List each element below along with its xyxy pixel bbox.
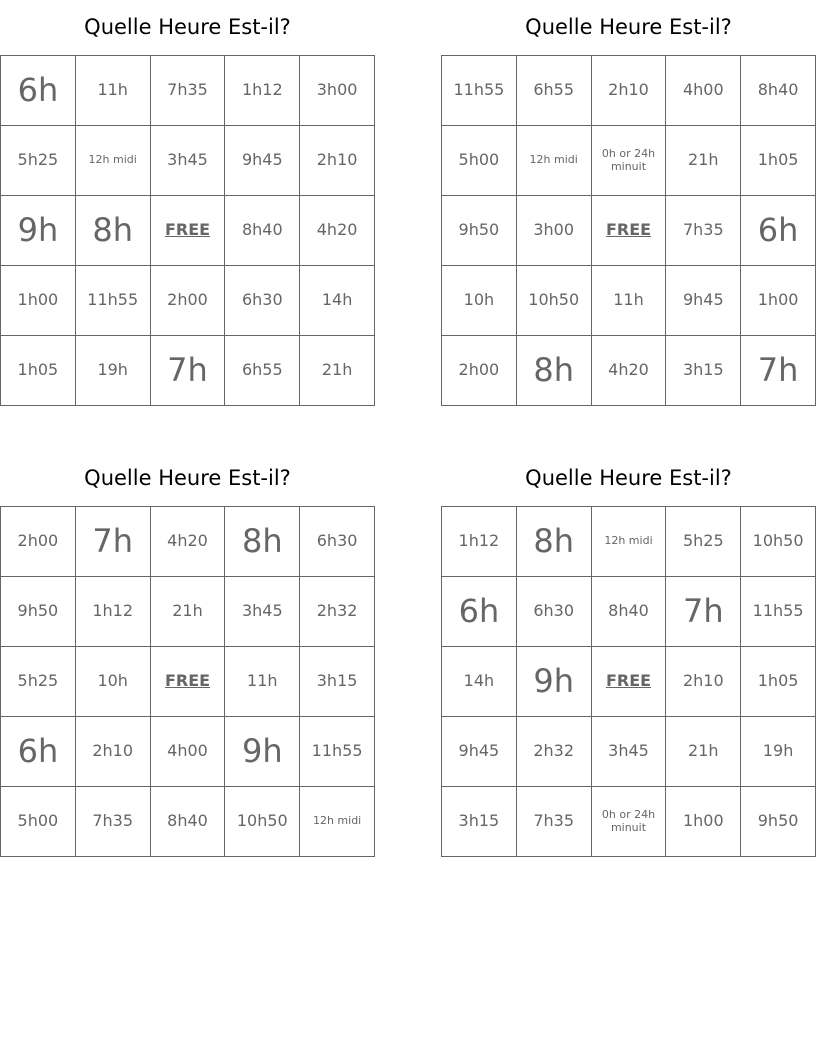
card-title: Quelle Heure Est-il? (525, 466, 732, 490)
bingo-cell: 2h00 (442, 336, 517, 406)
grid-row (1, 56, 375, 126)
bingo-cell: 11h (225, 647, 300, 717)
bingo-cell: 11h55 (442, 56, 517, 126)
bingo-cell: 6h (741, 196, 816, 266)
bingo-cell: 9h (1, 196, 76, 266)
bingo-grid (441, 55, 816, 406)
bingo-cell: 1h00 (1, 266, 76, 336)
bingo-cell: 6h30 (516, 577, 591, 647)
bingo-cell: 3h15 (666, 336, 741, 406)
bingo-cell: 9h50 (741, 787, 816, 857)
bingo-cell: 2h10 (300, 126, 375, 196)
bingo-cell: 9h45 (666, 266, 741, 336)
bingo-cell: 8h (75, 196, 150, 266)
bingo-cell: 7h35 (150, 56, 225, 126)
bingo-cell: 1h05 (741, 647, 816, 717)
bingo-cell: 3h45 (591, 717, 666, 787)
grid-row (442, 577, 816, 647)
bingo-cell: 1h12 (75, 577, 150, 647)
bingo-cell: 8h (225, 507, 300, 577)
bingo-cell: 21h (666, 126, 741, 196)
bingo-cell: 3h45 (225, 577, 300, 647)
free-space-cell: FREE (150, 196, 225, 266)
bingo-cell: 10h50 (516, 266, 591, 336)
grid-row (1, 717, 375, 787)
grid-row (442, 647, 816, 717)
bingo-cell: 4h20 (150, 507, 225, 577)
bingo-cell: 9h50 (442, 196, 517, 266)
bingo-cell: 1h00 (741, 266, 816, 336)
bingo-cell: 2h32 (300, 577, 375, 647)
bingo-cell: 3h15 (442, 787, 517, 857)
bingo-cell: 2h00 (1, 507, 76, 577)
bingo-cell: 21h (666, 717, 741, 787)
bingo-cell: 19h (741, 717, 816, 787)
bingo-cell: 9h50 (1, 577, 76, 647)
bingo-cell: 7h35 (516, 787, 591, 857)
bingo-cell: 11h55 (75, 266, 150, 336)
bingo-cell: 6h55 (516, 56, 591, 126)
bingo-cell: 0h or 24h minuit (591, 787, 666, 857)
grid-row (1, 126, 375, 196)
bingo-cell: 21h (150, 577, 225, 647)
bingo-grid (0, 55, 375, 406)
card-title: Quelle Heure Est-il? (84, 466, 291, 490)
bingo-cell: 6h30 (225, 266, 300, 336)
grid-row (1, 787, 375, 857)
grid-row (1, 196, 375, 266)
bingo-cell: 7h (150, 336, 225, 406)
grid-row (442, 266, 816, 336)
bingo-cell: 6h (1, 717, 76, 787)
bingo-cell: 11h55 (741, 577, 816, 647)
bingo-cell: 14h (442, 647, 517, 717)
bingo-cell: 8h (516, 507, 591, 577)
grid-row (442, 126, 816, 196)
bingo-cell: 2h10 (666, 647, 741, 717)
bingo-cell: 1h05 (1, 336, 76, 406)
bingo-cell: 6h (442, 577, 517, 647)
grid-row (442, 56, 816, 126)
bingo-cell: 1h12 (442, 507, 517, 577)
bingo-cell: 9h45 (225, 126, 300, 196)
bingo-cell: 7h35 (75, 787, 150, 857)
bingo-cell: 11h (75, 56, 150, 126)
bingo-cell: 11h (591, 266, 666, 336)
bingo-cell: 5h25 (1, 126, 76, 196)
free-space-cell: FREE (591, 196, 666, 266)
bingo-cell: 7h (666, 577, 741, 647)
bingo-cell: 1h12 (225, 56, 300, 126)
bingo-cell: 12h midi (516, 126, 591, 196)
bingo-cell: 21h (300, 336, 375, 406)
bingo-cell: 10h50 (225, 787, 300, 857)
bingo-cell: 4h00 (150, 717, 225, 787)
bingo-cell: 8h40 (150, 787, 225, 857)
bingo-cell: 9h (225, 717, 300, 787)
bingo-cell: 5h00 (1, 787, 76, 857)
grid-row (442, 336, 816, 406)
bingo-cell: 14h (300, 266, 375, 336)
bingo-cell: 10h (442, 266, 517, 336)
bingo-cell: 19h (75, 336, 150, 406)
grid-row (1, 507, 375, 577)
grid-row (442, 787, 816, 857)
bingo-cell: 3h00 (300, 56, 375, 126)
bingo-cell: 2h10 (591, 56, 666, 126)
grid-row (442, 507, 816, 577)
bingo-cell: 10h (75, 647, 150, 717)
grid-row (1, 266, 375, 336)
bingo-cell: 6h30 (300, 507, 375, 577)
card-title: Quelle Heure Est-il? (84, 15, 291, 39)
bingo-cell: 9h (516, 647, 591, 717)
bingo-cell: 12h midi (591, 507, 666, 577)
grid-row (442, 717, 816, 787)
card-title: Quelle Heure Est-il? (525, 15, 732, 39)
bingo-cell: 8h40 (591, 577, 666, 647)
bingo-cell: 8h (516, 336, 591, 406)
bingo-cell: 7h35 (666, 196, 741, 266)
grid-row (1, 336, 375, 406)
bingo-cell: 12h midi (75, 126, 150, 196)
bingo-grid (0, 506, 375, 857)
free-space-cell: FREE (150, 647, 225, 717)
bingo-cell: 6h55 (225, 336, 300, 406)
bingo-cell: 2h00 (150, 266, 225, 336)
bingo-cell: 10h50 (741, 507, 816, 577)
grid-row (1, 647, 375, 717)
bingo-cell: 3h45 (150, 126, 225, 196)
bingo-cell: 5h25 (1, 647, 76, 717)
bingo-cell: 2h32 (516, 717, 591, 787)
bingo-cell: 7h (75, 507, 150, 577)
bingo-cell: 2h10 (75, 717, 150, 787)
bingo-cell: 11h55 (300, 717, 375, 787)
bingo-cell: 1h00 (666, 787, 741, 857)
bingo-cell: 8h40 (225, 196, 300, 266)
bingo-cell: 9h45 (442, 717, 517, 787)
grid-row (442, 196, 816, 266)
bingo-cell: 12h midi (300, 787, 375, 857)
bingo-cell: 0h or 24h minuit (591, 126, 666, 196)
bingo-cell: 3h00 (516, 196, 591, 266)
bingo-cell: 5h00 (442, 126, 517, 196)
bingo-cell: 3h15 (300, 647, 375, 717)
bingo-grid (441, 506, 816, 857)
free-space-cell: FREE (591, 647, 666, 717)
bingo-cell: 6h (1, 56, 76, 126)
bingo-cell: 8h40 (741, 56, 816, 126)
grid-row (1, 577, 375, 647)
bingo-cell: 5h25 (666, 507, 741, 577)
bingo-cell: 7h (741, 336, 816, 406)
bingo-cell: 4h00 (666, 56, 741, 126)
bingo-cell: 1h05 (741, 126, 816, 196)
bingo-cell: 4h20 (591, 336, 666, 406)
bingo-cell: 4h20 (300, 196, 375, 266)
